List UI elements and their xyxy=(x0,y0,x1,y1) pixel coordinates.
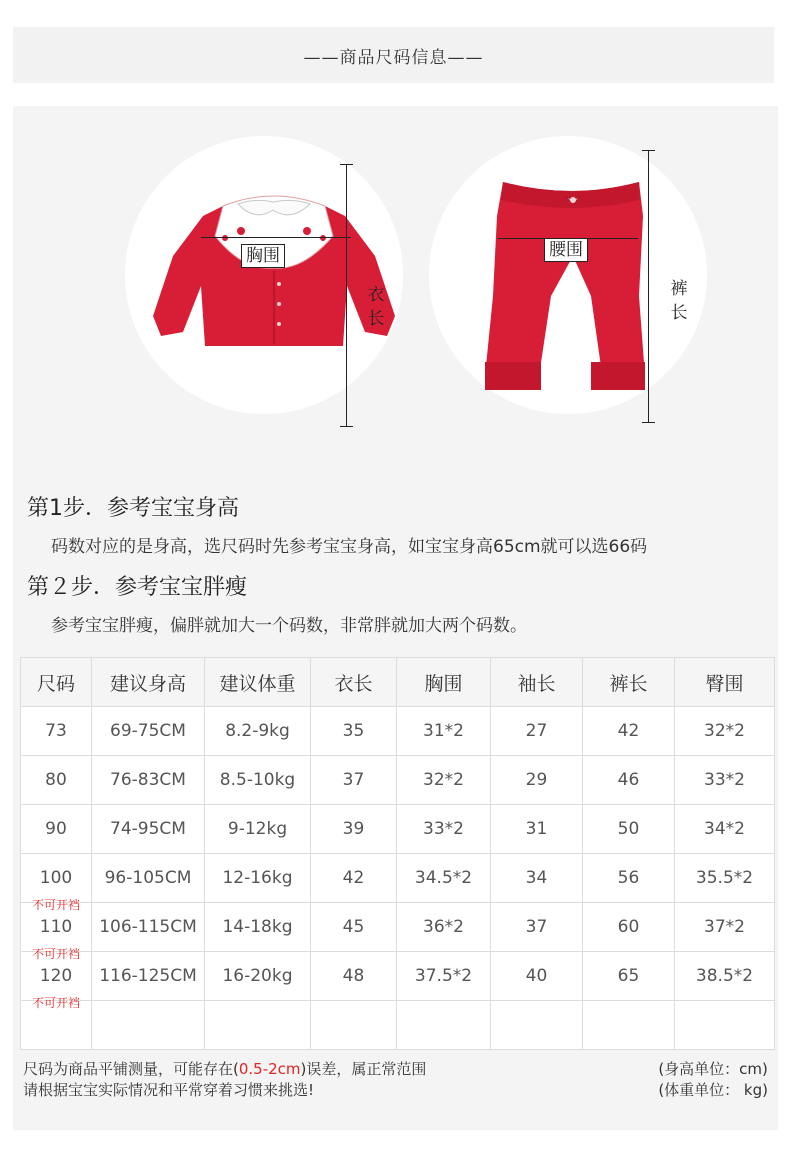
cell-chest: 34.5*2 xyxy=(397,854,491,903)
col-header-pants-length: 裤长 xyxy=(583,658,675,707)
footer-error-range: 0.5-2cm xyxy=(238,1060,301,1078)
table-row xyxy=(21,952,775,1001)
cell-chest: 32*2 xyxy=(397,756,491,805)
cell-sleeve: 29 xyxy=(491,756,583,805)
cell-hip: 33*2 xyxy=(675,756,775,805)
col-header-size: 尺码 xyxy=(21,658,92,707)
cell-height: 74-95CM xyxy=(92,805,205,854)
cell-pants-length: 60 xyxy=(583,903,675,952)
cell-size xyxy=(21,805,92,854)
cell-sleeve: 34 xyxy=(491,854,583,903)
cell-top-length: 35 xyxy=(311,707,397,756)
table-row xyxy=(21,854,775,903)
empty-cell xyxy=(205,1001,311,1050)
size-value: 100 xyxy=(39,868,73,888)
size-chart-table xyxy=(20,657,775,1050)
cell-sleeve: 37 xyxy=(491,903,583,952)
baby-pants-image xyxy=(481,176,661,401)
unit-note xyxy=(658,1059,768,1101)
cell-weight: 9-12kg xyxy=(205,805,311,854)
no-crotch-label: 不可开裆 xyxy=(31,947,80,961)
top-length-label-2: 长 xyxy=(367,309,385,329)
cell-weight: 12-16kg xyxy=(205,854,311,903)
cell-hip: 38.5*2 xyxy=(675,952,775,1001)
empty-cell xyxy=(583,1001,675,1050)
cell-hip: 32*2 xyxy=(675,707,775,756)
cell-height: 96-105CM xyxy=(92,854,205,903)
cell-top-length: 37 xyxy=(311,756,397,805)
size-value: 80 xyxy=(45,770,67,790)
page-title: ——商品尺码信息—— xyxy=(303,47,484,68)
cell-weight: 8.5-10kg xyxy=(205,756,311,805)
footer-line-1 xyxy=(23,1059,426,1080)
pants-length-cap-bottom xyxy=(642,422,655,423)
cell-top-length: 42 xyxy=(311,854,397,903)
cell-top-length: 39 xyxy=(311,805,397,854)
cell-hip: 35.5*2 xyxy=(675,854,775,903)
col-header-hip: 臀围 xyxy=(675,658,775,707)
top-length-cap-bottom xyxy=(340,426,353,427)
table-row xyxy=(21,756,775,805)
footer-line-2: 请根据宝宝实际情况和平常穿着习惯来挑选! xyxy=(23,1081,315,1099)
footer-line-1-pre: 尺码为商品平铺测量，可能存在( xyxy=(23,1060,239,1078)
cell-pants-length: 65 xyxy=(583,952,675,1001)
step-1-desc: 码数对应的是身高，选尺码时先参考宝宝身高，如宝宝身高65cm就可以选66码 xyxy=(51,537,648,557)
table-row xyxy=(21,903,775,952)
table-header-row xyxy=(21,658,775,707)
empty-cell xyxy=(491,1001,583,1050)
cell-chest: 33*2 xyxy=(397,805,491,854)
cell-sleeve: 40 xyxy=(491,952,583,1001)
top-length-line xyxy=(346,164,347,426)
cell-hip: 37*2 xyxy=(675,903,775,952)
size-value: 120 xyxy=(39,966,73,986)
cell-height: 69-75CM xyxy=(92,707,205,756)
pants-length-label-1: 裤 xyxy=(670,279,688,299)
cell-sleeve: 27 xyxy=(491,707,583,756)
waist-label: 腰围 xyxy=(544,238,588,262)
table-row xyxy=(21,707,775,756)
size-value: 90 xyxy=(45,819,67,839)
cell-size xyxy=(21,903,92,961)
size-info-panel xyxy=(13,106,778,1130)
pants-length-cap xyxy=(642,150,655,151)
empty-cell xyxy=(397,1001,491,1050)
unit-weight: (体重单位： kg) xyxy=(658,1081,768,1099)
table-row xyxy=(21,805,775,854)
cell-pants-length: 42 xyxy=(583,707,675,756)
pants-length-label-2: 长 xyxy=(670,303,688,323)
cell-pants-length: 50 xyxy=(583,805,675,854)
top-length-cap xyxy=(340,164,353,165)
unit-height: (身高单位：cm) xyxy=(658,1060,768,1078)
garment-illustration xyxy=(13,106,778,456)
cell-chest: 31*2 xyxy=(397,707,491,756)
cell-chest: 36*2 xyxy=(397,903,491,952)
cell-weight: 8.2-9kg xyxy=(205,707,311,756)
no-crotch-label: 不可开裆 xyxy=(31,898,80,912)
col-header-weight: 建议体重 xyxy=(205,658,311,707)
cell-weight: 16-20kg xyxy=(205,952,311,1001)
cell-pants-length: 56 xyxy=(583,854,675,903)
col-header-top-length: 衣长 xyxy=(311,658,397,707)
step-2-desc: 参考宝宝胖瘦，偏胖就加大一个码数，非常胖就加大两个码数。 xyxy=(51,616,527,636)
no-crotch-label: 不可开裆 xyxy=(31,996,80,1010)
top-length-label-1: 衣 xyxy=(367,285,385,305)
empty-cell xyxy=(311,1001,397,1050)
cell-height: 106-115CM xyxy=(92,903,205,952)
footer-note xyxy=(23,1059,426,1101)
cell-top-length: 48 xyxy=(311,952,397,1001)
cell-chest: 37.5*2 xyxy=(397,952,491,1001)
chest-measure-line xyxy=(201,237,351,238)
pants-length-line xyxy=(648,150,649,422)
cell-hip: 34*2 xyxy=(675,805,775,854)
empty-cell xyxy=(92,1001,205,1050)
cell-height: 76-83CM xyxy=(92,756,205,805)
footer-line-1-post: )误差，属正常范围 xyxy=(300,1060,427,1078)
cell-top-length: 45 xyxy=(311,903,397,952)
col-header-sleeve: 袖长 xyxy=(491,658,583,707)
cell-height: 116-125CM xyxy=(92,952,205,1001)
size-value: 110 xyxy=(39,917,73,937)
cell-size xyxy=(21,756,92,805)
cell-size xyxy=(21,952,92,1010)
step-1-title: 第1步．参考宝宝身高 xyxy=(27,496,239,521)
cell-weight: 14-18kg xyxy=(205,903,311,952)
col-header-chest: 胸围 xyxy=(397,658,491,707)
cell-size xyxy=(21,854,92,912)
size-value: 73 xyxy=(45,721,67,741)
cell-pants-length: 46 xyxy=(583,756,675,805)
empty-cell xyxy=(675,1001,775,1050)
cell-sleeve: 31 xyxy=(491,805,583,854)
header-bar xyxy=(13,27,774,83)
col-header-height: 建议身高 xyxy=(92,658,205,707)
chest-label: 胸围 xyxy=(241,244,285,268)
cell-size xyxy=(21,707,92,756)
table-row-empty xyxy=(21,1001,775,1050)
step-2-title: 第２步．参考宝宝胖瘦 xyxy=(27,575,248,600)
